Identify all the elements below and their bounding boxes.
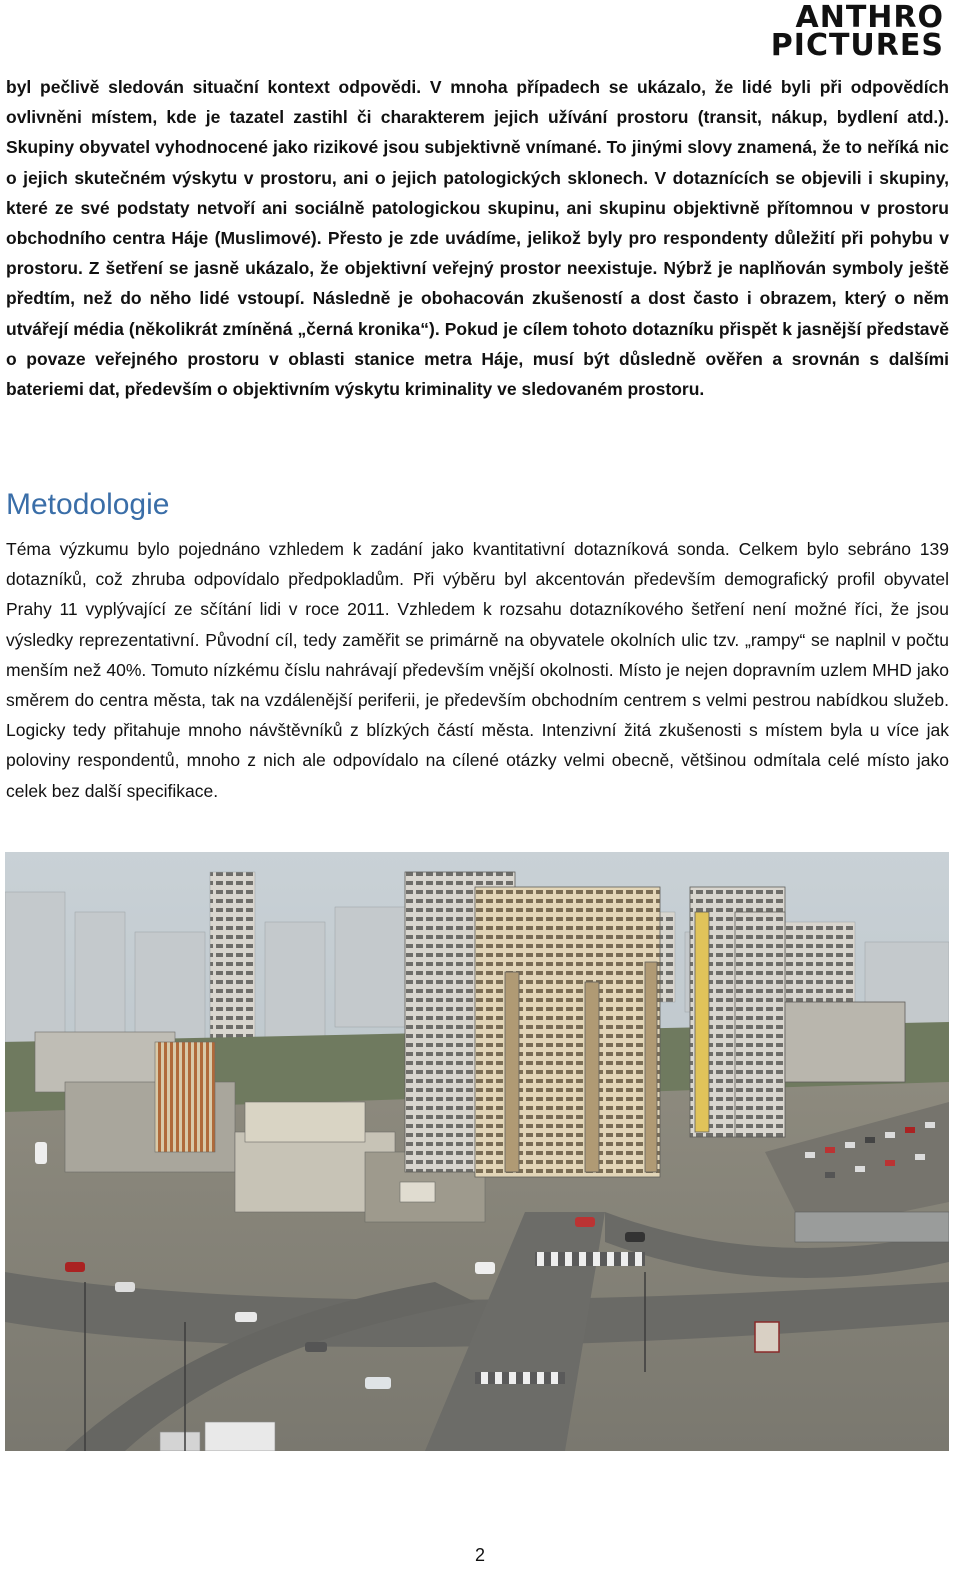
logo-line-1: ANTHRO	[795, 0, 944, 35]
aerial-photo-housing-estate	[5, 852, 949, 1451]
section-heading: Metodologie	[6, 488, 170, 521]
page-number: 2	[474, 1545, 485, 1565]
bold-paragraph: byl pečlivě sledován situační kontext odpovědi. V mnoha případech se ukázalo, že lidé byli při odpovědích ovlivněni místem, kde je tazatel zastihl či charakterem jejich užívání prostoru (transit, nákup, bydlení atd.). Skupiny obyvatel vyhodnocené jako rizikové jsou subjektivně vnímané. To jinými slovy znamená, že to neříká nic o jejich skutečném výskytu v prostoru, ani o jejich patologických sklonech. V dotaznících se objevili i skupiny, které ze své podstaty netvoří ani sociálně patologickou skupinu, ani skupinu objektivně přítomnou v prostoru obchodního centra Háje (Muslimové). Přesto je zde uvádíme, jelikož byly pro respondenty důležití při pohybu v prostoru. Z šetření se jasně ukázalo, že objektivní veřejný prostor neexistuje. Nýbrž je naplňován symboly ještě předtím, než do něho lidé vstoupí. Následně je obohacován zkušeností a dost často i obrazem, který o něm utvářejí média (několikrát zmíněná „černá kronika“). Pokud je cílem tohoto dotazníku přispět k jasnější představě o povaze veřejného prostoru v oblasti stanice metra Háje, musí být důsledně ověřen a srovnán s dalšími bateriemi dat, především o objektivním výskytu kriminality ve sledovaném prostoru.	[6, 77, 949, 400]
methodology-paragraph: Téma výzkumu bylo pojednáno vzhledem k zadání jako kvantitativní dotazníková sonda. Celkem bylo sebráno 139 dotazníků, což zhruba odpovídalo předpokladům. Při výběru byl akcentován především demografický profil obyvatel Prahy 11 vyplývající ze sčítání lidi v roce 2011. Vzhledem k rozsahu dotazníkového šetření není možné říci, že jsou výsledky reprezentativní. Původní cíl, tedy zaměřit se primárně na obyvatele okolních ulic tzv. „rampy“ se naplnil v počtu menším než 40%. Tomuto nízkému číslu nahrávají především vnější okolnosti. Místo je nejen dopravním uzlem MHD jako směrem do centra města, tak na vzdálenější periferii, je především obchodním centrem s velmi pestrou nabídkou služeb. Logicky tedy přitahuje mnoho návštěvníků z blízkých částí města. Intenzivní žitá zkušenosti s místem byla u více jak poloviny respondentů, mnoho z nich ale odpovídalo na cílené otázky velmi obecně, většinou odmítala celé místo jako celek bez další specifikace.	[6, 539, 949, 801]
anthro-pictures-logo	[770, 0, 944, 63]
logo-line-2: PICTURES	[770, 28, 944, 63]
